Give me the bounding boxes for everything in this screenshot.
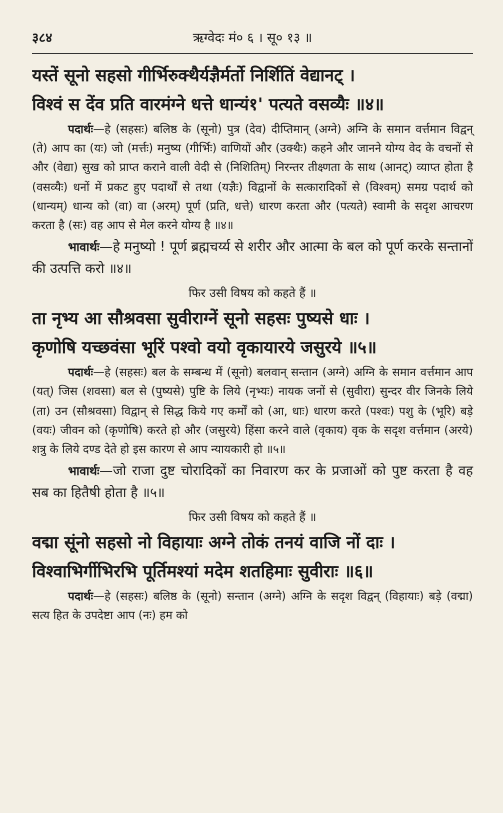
running-title: ऋग्वेदः मं० ६ । सू० १३ ॥	[192, 31, 313, 46]
paragraph-text: —जो राजा दुष्ट चोरादिकों का निवारण कर के प्रजाओं को पुष्ट करता है वह सब का हितैषी होता है ॥५॥	[32, 464, 473, 502]
paragraph-text: —हे मनुष्यो ! पूर्ण ब्रह्मचर्य्य से शरीर और आत्मा के बल को पूर्ण करके सन्तानों की उत्पत्ति करो ॥४॥	[32, 240, 473, 278]
section-connector: फिर उसी विषय को कहते हैं ॥	[188, 510, 317, 525]
bhavartha-paragraph	[32, 460, 473, 505]
paragraph-text: —हे (सहसः) बलिष्ठ के (सूनो) सन्तान (अग्ने) अग्नि के सदृश विद्वन् (विहायाः) बड़े (वद्मा) सत्य हित के उपदेष्टा आप (नः) हम को	[32, 589, 473, 623]
padartha-label: पदार्थः	[68, 589, 94, 604]
padartha-label: पदार्थः	[68, 365, 94, 380]
paragraph-text: —हे (सहसः) बलिष्ठ के (सूनो) पुत्र (देव) दीप्तिमान् (अग्ने) अग्नि के समान वर्त्तमान विद्वन् (ते) आप का (यः) जो (मर्त्तः) मनुष्य (गीर्भिः) वाणियों और (उक्थैः) कहने और जानने योग्य वेद के वचनों से और (वेद्या) सुख को प्राप्त कराने वाली वेदी से (निशितिम्) निरन्तर तीक्ष्णता के साथ (आनट्) व्याप्त होता है (वसव्यैः) धनों में प्रकट हुए पदार्थों से तथा (यज्ञैः) विद्वानों के सत्कारादिकों से (विश्वम्) समग्र पदार्थ को (धान्यम्) धान्य को (वा) वा (अरम्) पूर्ण (प्रति, धत्ते) धारण करता और (पत्यते) स्वामी के सदृश आचरण करता है (सः) वह आप से मेल करने योग्य है ॥४॥	[32, 122, 473, 233]
mantra-line: वद्मा सूंनो सहसो नो विहायाः अग्ने तोकं तनयं वाजि नों दाः ।	[32, 533, 396, 554]
mantra-line: ता नृभ्य आ सौश्रवसा सुवीराग्नें सूनो सहसः पुष्यसे धाः ।	[32, 309, 370, 330]
page-body	[32, 62, 473, 626]
page-number: ३८४	[32, 31, 53, 46]
paragraph-text: —हे (सहसः) बल के सम्बन्ध में (सूनो) बलवान् सन्तान (अग्ने) अग्नि के समान वर्त्तमान आप (यत्) जिस (शवसा) बल से (पुष्यसे) पुष्टि के लिये (नृभ्यः) नायक जनों से (सुवीरा) सुन्दर वीर जिनके लिये (ता) उन (सौश्रवसा) विद्वान् से सिद्ध किये गए कर्मों को (आ, धाः) धारण करते (पश्वः) पशु के (भूरि) बड़े (वयः) जीवन को (कृणोषि) करते हो और (जसुरये) हिंसा करने वाले (वृकाय) वृक के सदृश वर्त्तमान (अरये) शत्रु के लिये दण्ड देते हो इस कारण से आप न्यायकारी हो ॥५॥	[32, 365, 473, 457]
mantra-line: यस्तें सूनो सहसो गीर्भिरुक्थैर्यज्ञैर्मर्तो निर्शितिं वेद्यानट् ।	[32, 66, 356, 86]
mantra-line: विश्वाभिर्गीभिरभि पूर्तिमश्यां मदेम शतहिमाः सुवीराः ॥६॥	[32, 562, 374, 583]
bhavartha-paragraph	[32, 236, 473, 281]
mantra-line: विश्वं स देंव प्रति वारमंग्ने धत्ते धान्यं१' पत्यते वसव्यैः ॥४॥	[32, 95, 385, 115]
page-header	[32, 28, 473, 50]
padartha-label: पदार्थः	[68, 122, 94, 136]
section-connector: फिर उसी विषय को कहते हैं ॥	[188, 286, 317, 301]
bhavartha-label: भावार्थः	[68, 240, 100, 255]
header-rule	[32, 53, 473, 54]
bhavartha-label: भावार्थः	[68, 464, 100, 479]
padartha-paragraph	[32, 363, 473, 459]
mantra-line: कृणोषि यच्छवंसा भूरिं पश्वो वयो वृकायारये जसुरये ॥५॥	[32, 338, 377, 359]
padartha-paragraph	[32, 587, 473, 625]
padartha-paragraph	[32, 120, 473, 235]
